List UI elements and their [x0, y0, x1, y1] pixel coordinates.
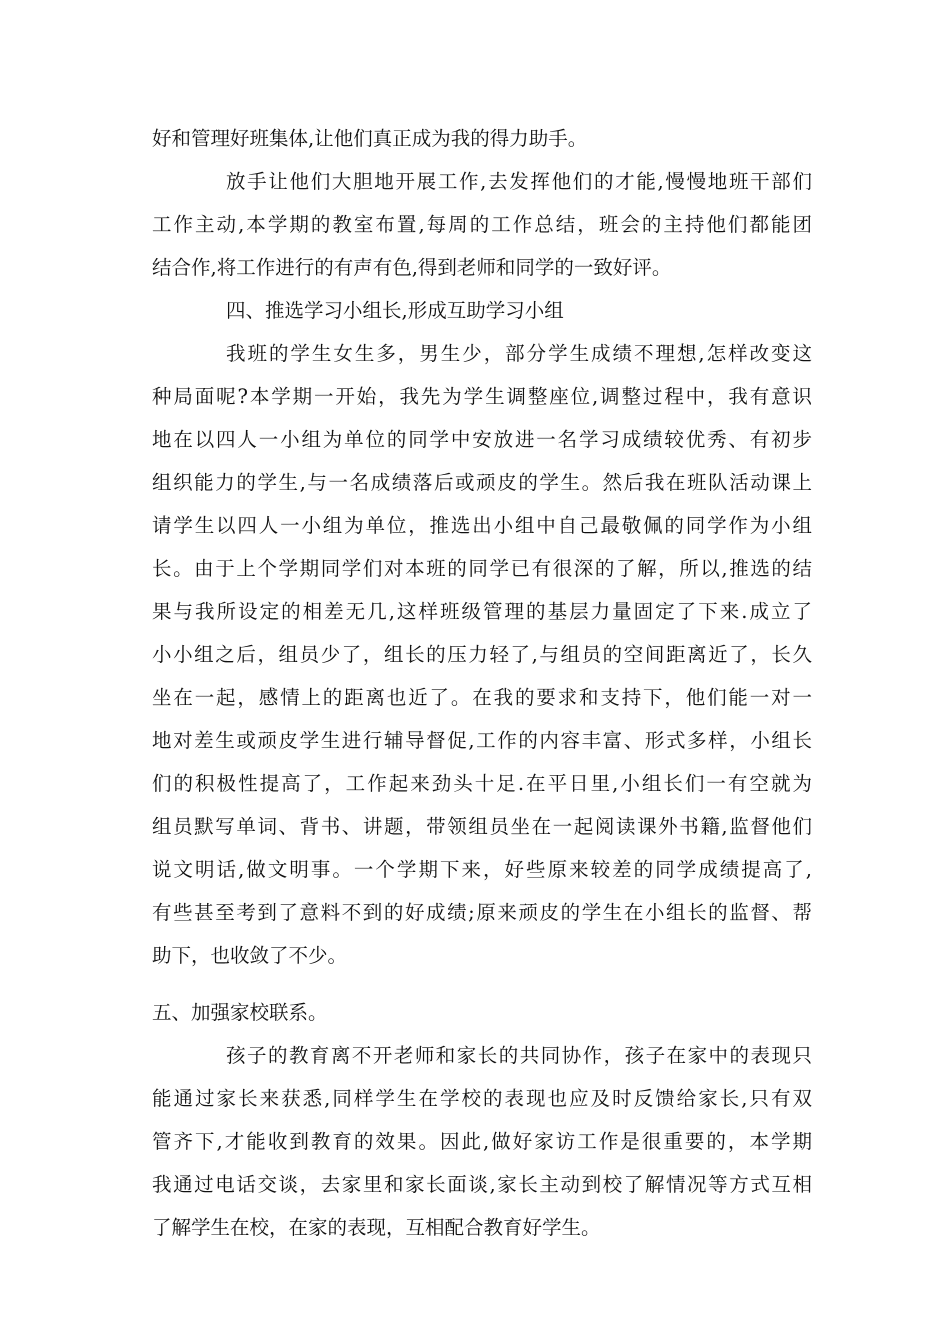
- text-line: 组员默写单词、背书、讲题，带领组员坐在一起阅读课外书籍,监督他们: [152, 815, 812, 838]
- text-line: 种局面呢?本学期一开始，我先为学生调整座位,调整过程中，我有意识: [152, 385, 812, 408]
- text-line: 果与我所设定的相差无几,这样班级管理的基层力量固定了下来.成立了: [152, 600, 812, 623]
- section-heading: 四、推选学习小组长,形成互助学习小组: [226, 299, 564, 322]
- text-line: 工作主动,本学期的教室布置,每周的工作总结，班会的主持他们都能团: [152, 213, 812, 236]
- paragraph-start-line: 放手让他们大胆地开展工作,去发挥他们的才能,慢慢地班干部们: [226, 170, 812, 193]
- paragraph-start-line: 孩子的教育离不开老师和家长的共同协作，孩子在家中的表现只: [226, 1044, 812, 1067]
- text-line: 有些甚至考到了意料不到的好成绩;原来顽皮的学生在小组长的监督、帮: [152, 901, 812, 924]
- text-line: 长。由于上个学期同学们对本班的同学已有很深的了解，所以,推选的结: [152, 557, 812, 580]
- paragraph-start-line: 我班的学生女生多，男生少，部分学生成绩不理想,怎样改变这: [226, 342, 812, 365]
- text-line: 助下，也收敛了不少。: [152, 944, 348, 967]
- text-line: 地对差生或顽皮学生进行辅导督促,工作的内容丰富、形式多样，小组长: [152, 729, 812, 752]
- text-line: 了解学生在校，在家的表现，互相配合教育好学生。: [152, 1216, 601, 1239]
- text-line: 坐在一起，感情上的距离也近了。在我的要求和支持下，他们能一对一: [152, 686, 812, 709]
- text-line: 能通过家长来获悉,同样学生在学校的表现也应及时反馈给家长,只有双: [152, 1087, 812, 1110]
- text-line: 小小组之后，组员少了，组长的压力轻了,与组员的空间距离近了，长久: [152, 643, 812, 666]
- text-line: 结合作,将工作进行的有声有色,得到老师和同学的一致好评。: [152, 256, 672, 279]
- text-line: 管齐下,才能收到教育的效果。因此,做好家访工作是很重要的，本学期: [152, 1130, 812, 1153]
- text-line: 们的积极性提高了，工作起来劲头十足.在平日里,小组长们一有空就为: [152, 772, 812, 795]
- text-line: 组织能力的学生,与一名成绩落后或顽皮的学生。然后我在班队活动课上: [152, 471, 812, 494]
- text-line: 说文明话,做文明事。一个学期下来，好些原来较差的同学成绩提高了,: [152, 858, 812, 881]
- text-line: 好和管理好班集体,让他们真正成为我的得力助手。: [152, 127, 588, 150]
- section-heading: 五、加强家校联系。: [152, 1001, 328, 1024]
- text-line: 请学生以四人一小组为单位，推选出小组中自己最敬佩的同学作为小组: [152, 514, 812, 537]
- text-line: 我通过电话交谈，去家里和家长面谈,家长主动到校了解情况等方式互相: [152, 1173, 812, 1196]
- text-line: 地在以四人一小组为单位的同学中安放进一名学习成绩较优秀、有初步: [152, 428, 812, 451]
